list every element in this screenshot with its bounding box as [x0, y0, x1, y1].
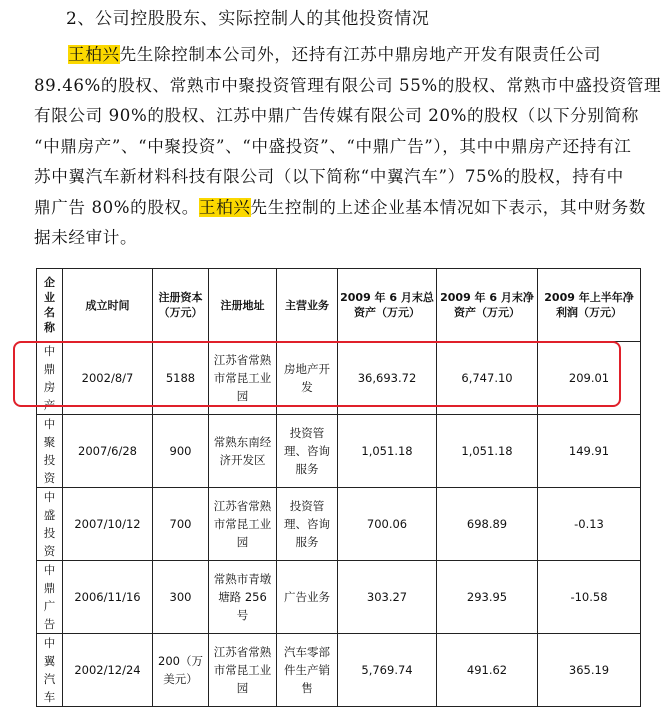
cell-capital: 900 [153, 415, 209, 488]
cell-address: 常熟东南经济开发区 [209, 415, 277, 488]
cell-business: 房地产开发 [277, 342, 338, 415]
col-header-assets: 2009 年 6 月末总资产（万元） [338, 269, 437, 342]
paragraph-line [34, 101, 640, 132]
cell-business: 广告业务 [277, 561, 338, 634]
cell-business: 投资管理、咨询服务 [277, 415, 338, 488]
col-header-capital: 注册资本（万元） [153, 269, 209, 342]
table-row [37, 415, 641, 488]
paragraph-text: 据未经审计。 [34, 228, 138, 247]
cell-name: 中鼎广告 [37, 561, 63, 634]
cell-name: 中聚投资 [37, 415, 63, 488]
paragraph-text: 89.46%的股权、常熟市中聚投资管理有限公司 55%的股权、常熟市中盛投资管理 [34, 75, 662, 95]
cell-business: 汽车零部件生产销售 [277, 634, 338, 707]
paragraph-line [34, 40, 640, 71]
cell-equity: 6,747.10 [437, 342, 538, 415]
highlighted-name: 王柏兴 [68, 45, 120, 64]
cell-profit: 149.91 [538, 415, 641, 488]
cell-profit: -0.13 [538, 488, 641, 561]
col-header-equity: 2009 年 6 月末净资产（万元） [437, 269, 538, 342]
cell-assets: 36,693.72 [338, 342, 437, 415]
paragraph-line [34, 193, 646, 224]
highlighted-name: 王柏兴 [198, 197, 251, 217]
cell-capital: 700 [153, 488, 209, 561]
section-heading: 2、公司控股股东、实际控制人的其他投资情况 [66, 9, 430, 29]
paragraph-text: 先生除控制本公司外，还持有江苏中鼎房地产开发有限责任公司 [119, 45, 602, 64]
cell-equity: 698.89 [437, 488, 538, 561]
cell-name: 中盛投资 [37, 488, 63, 561]
col-header-business: 主营业务 [277, 269, 338, 342]
cell-equity: 1,051.18 [437, 415, 538, 488]
col-header-profit: 2009 年上半年净利润（万元） [538, 269, 641, 342]
cell-profit: -10.58 [538, 561, 641, 634]
cell-equity: 293.95 [437, 561, 538, 634]
table-row [37, 342, 641, 415]
col-header-name: 企业名称 [37, 269, 63, 342]
paragraph-text: 有限公司 90%的股权、江苏中鼎广告传媒有限公司 20%的股权（以下分别简称 [34, 106, 639, 125]
paragraph-line [34, 162, 640, 193]
cell-assets: 1,051.18 [338, 415, 437, 488]
cell-address: 常熟市青墩塘路 256 号 [209, 561, 277, 634]
cell-name: 中翼汽车 [37, 634, 63, 707]
cell-address: 江苏省常熟市常昆工业园 [209, 342, 277, 415]
cell-profit: 365.19 [538, 634, 641, 707]
cell-profit: 209.01 [538, 342, 641, 415]
paragraph-text: 先生控制的上述企业基本情况如下表示，其中财务数 [250, 197, 646, 217]
cell-address: 江苏省常熟市常昆工业园 [209, 488, 277, 561]
paragraph-text: 苏中翼汽车新材料科技有限公司（以下简称“中翼汽车”）75%的股权，持有中 [34, 167, 624, 186]
table-row [37, 634, 641, 707]
cell-capital: 5188 [153, 342, 209, 415]
table-row [37, 488, 641, 561]
table-row [37, 561, 641, 634]
cell-date: 2006/11/16 [63, 561, 153, 634]
paragraph-text: 鼎广告 80%的股权。 [34, 197, 199, 217]
cell-assets: 303.27 [338, 561, 437, 634]
cell-capital: 200（万美元） [153, 634, 209, 707]
cell-equity: 491.62 [437, 634, 538, 707]
cell-assets: 5,769.74 [338, 634, 437, 707]
paragraph-text: “中鼎房产”、“中聚投资”、“中盛投资”、“中鼎广告”），其中中鼎房产还持有江 [34, 136, 632, 156]
paragraph-line [34, 71, 662, 102]
cell-assets: 700.06 [338, 488, 437, 561]
enterprise-table [36, 268, 641, 707]
cell-date: 2007/6/28 [63, 415, 153, 488]
cell-address: 江苏省常熟市常昆工业园 [209, 634, 277, 707]
paragraph-line [34, 223, 640, 254]
cell-business: 投资管理、咨询服务 [277, 488, 338, 561]
paragraph-line [34, 132, 640, 163]
cell-date: 2007/10/12 [63, 488, 153, 561]
intro-paragraph [34, 40, 662, 254]
table-header-row [37, 269, 641, 342]
cell-date: 2002/8/7 [63, 342, 153, 415]
cell-capital: 300 [153, 561, 209, 634]
cell-date: 2002/12/24 [63, 634, 153, 707]
cell-name: 中鼎房产 [37, 342, 63, 415]
col-header-address: 注册地址 [209, 269, 277, 342]
col-header-date: 成立时间 [63, 269, 153, 342]
